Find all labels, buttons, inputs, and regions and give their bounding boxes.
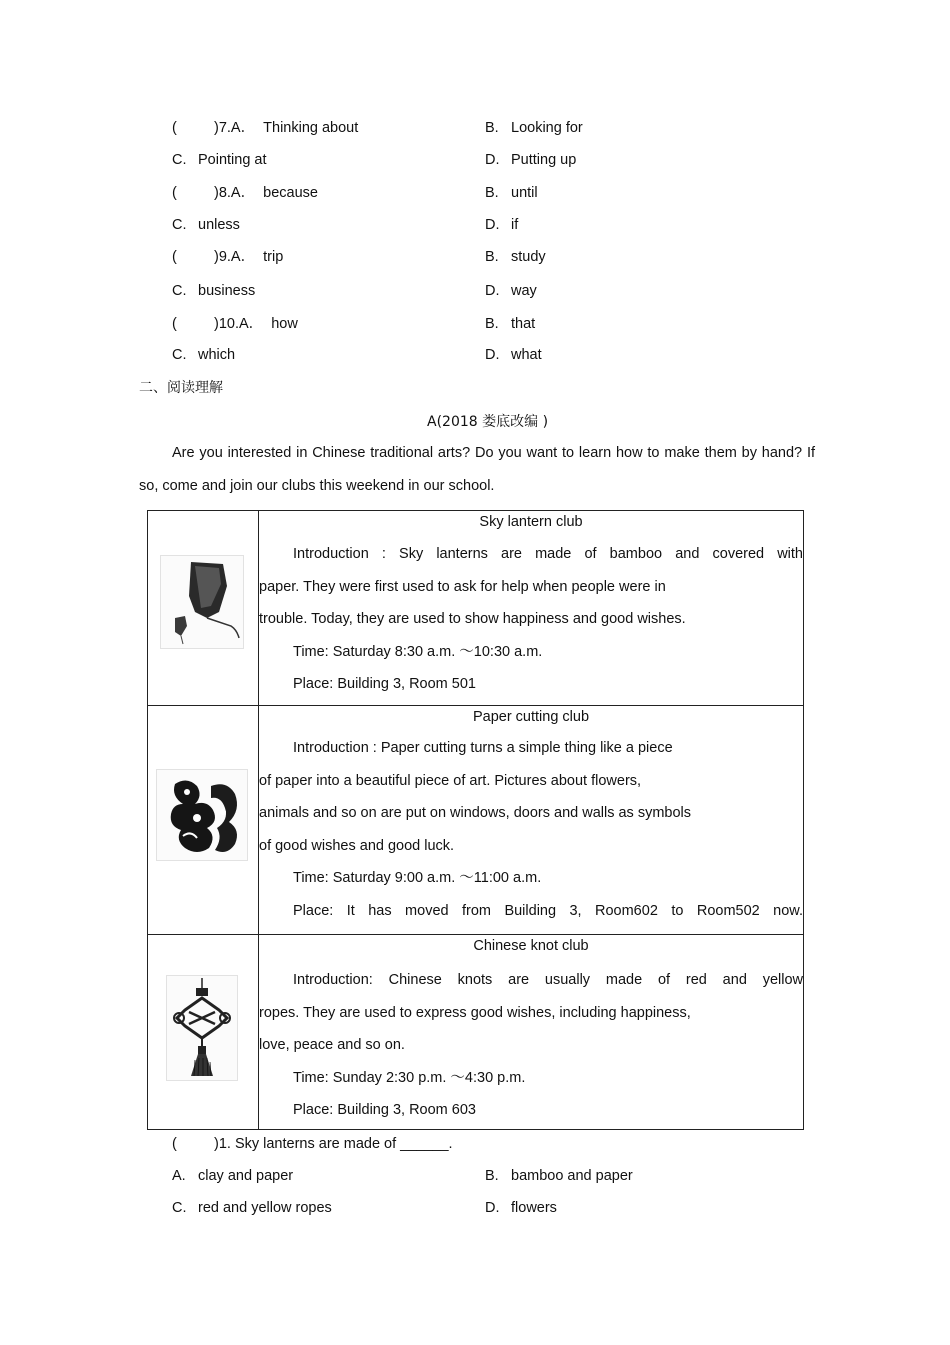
club-title: Chinese knot club — [473, 938, 589, 954]
intro-line: of good wishes and good luck. — [259, 837, 455, 854]
option-c[interactable]: C. Pointing at — [172, 152, 267, 168]
club-cell — [259, 511, 804, 706]
question-stem: ( )8.A． because — [172, 185, 318, 201]
section-heading: 二、阅读理解 — [139, 380, 223, 396]
paper-cutting-image — [156, 769, 248, 861]
club-cell — [259, 935, 804, 1130]
option-c[interactable]: C. business — [172, 283, 256, 299]
club-place: Place: Building 3, Room 501 — [293, 676, 476, 692]
question-stem: ( )7.A． Thinking about — [172, 120, 359, 136]
intro-line: trouble. Today, they are used to show happiness and good wishes. — [259, 611, 686, 627]
club-place: Place: It has moved from Building 3, Room602 to Room502 now. — [293, 902, 803, 919]
chinese-knot-icon — [167, 976, 237, 1080]
image-cell — [148, 706, 259, 935]
intro-line: paper. They were first used to ask for help when people were in — [259, 578, 666, 595]
option-d[interactable]: D. Putting up — [485, 152, 577, 168]
intro-paragraph: Are you interested in Chinese traditional arts? Do you want to learn how to make them by hand? If so, come and join our clubs this weekend in our school. — [139, 445, 815, 494]
option-b[interactable]: B. study — [485, 249, 546, 265]
clubs-table — [147, 510, 804, 1130]
club-title: Sky lantern club — [479, 514, 583, 530]
option-d[interactable]: D. way — [485, 283, 537, 299]
club-time: Time: Sunday 2:30 p.m. ～4:30 p.m. — [293, 1069, 526, 1086]
option-c[interactable]: C. which — [172, 347, 236, 363]
option-c[interactable]: C. red and yellow ropes — [172, 1200, 332, 1216]
option-d[interactable]: D. if — [485, 217, 519, 233]
club-time: Time: Saturday 8:30 a.m. ～10:30 a.m. — [293, 643, 543, 660]
intro-line: ropes. They are used to express good wishes, including happiness, — [259, 1004, 691, 1021]
chinese-knot-image — [166, 975, 238, 1081]
intro-line: Introduction : Sky lanterns are made of bamboo and covered with — [293, 546, 803, 562]
club-cell — [259, 706, 804, 935]
option-d[interactable]: D. what — [485, 347, 542, 363]
question-stem: ( )1. Sky lanterns are made of ______. — [172, 1136, 453, 1152]
image-cell — [148, 511, 259, 706]
club-place: Place: Building 3, Room 603 — [293, 1102, 476, 1118]
option-d[interactable]: D. flowers — [485, 1200, 557, 1216]
intro-line: of paper into a beautiful piece of art. Pictures about flowers, — [259, 772, 642, 789]
option-b[interactable]: B. Looking for — [485, 120, 583, 136]
table-row — [148, 706, 804, 935]
image-cell — [148, 935, 259, 1130]
club-time: Time: Saturday 9:00 a.m. ～11:00 a.m. — [293, 870, 542, 886]
paper-cutting-icon — [157, 770, 247, 860]
question-stem: ( )10.A． how — [172, 316, 298, 332]
intro-line: animals and so on are put on windows, doors and walls as symbols — [259, 805, 692, 821]
option-a[interactable]: A. clay and paper — [172, 1168, 294, 1184]
option-b[interactable]: B. that — [485, 316, 536, 332]
passage-title: A(2018 娄底改编 ) — [427, 414, 549, 430]
option-b[interactable]: B. until — [485, 185, 538, 201]
intro-line: love, peace and so on. — [259, 1037, 405, 1053]
option-b[interactable]: B. bamboo and paper — [485, 1168, 633, 1184]
intro-line: Introduction : Paper cutting turns a simple thing like a piece — [293, 740, 673, 756]
sky-lantern-icon — [161, 556, 243, 648]
club-title: Paper cutting club — [472, 709, 590, 725]
sky-lantern-image — [160, 555, 244, 649]
question-stem: ( )9.A． trip — [172, 249, 284, 265]
table-row — [148, 511, 804, 706]
option-c[interactable]: C. unless — [172, 217, 240, 233]
table-row — [148, 935, 804, 1130]
intro-line: Introduction: Chinese knots are usually made of red and yellow — [293, 972, 803, 988]
